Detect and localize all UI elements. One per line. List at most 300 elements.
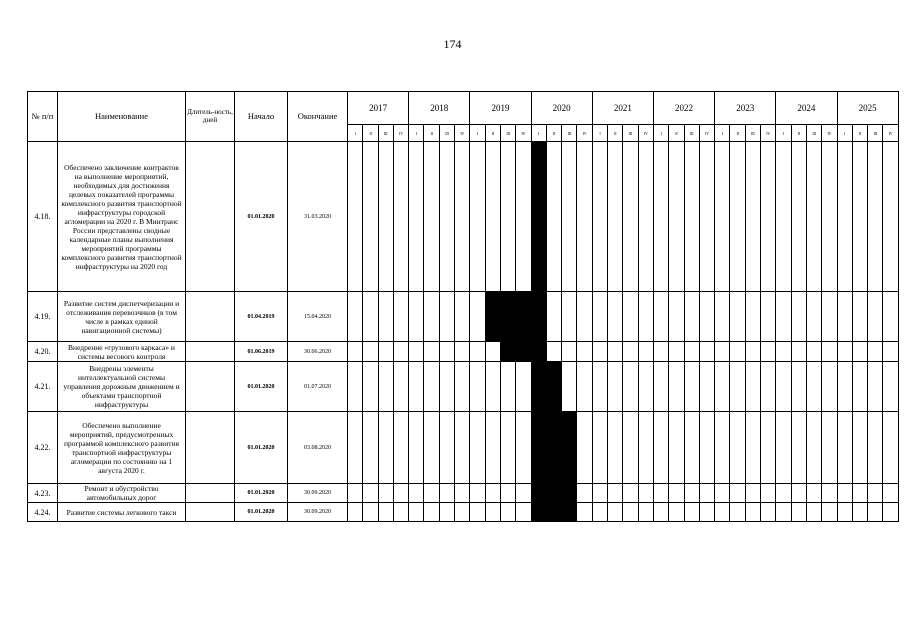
quarter-header: II: [485, 125, 500, 142]
quarter-header: II: [852, 125, 867, 142]
gantt-cell: [776, 484, 791, 503]
gantt-cell: [485, 362, 500, 412]
row-num: 4.22.: [28, 412, 58, 484]
gantt-cell: [868, 292, 883, 342]
gantt-cell: [363, 484, 378, 503]
gantt-cell: [424, 484, 439, 503]
row-name: Внедрены элементы интеллектуальной системы управления дорожным движением и объектами транспортной инфраструктуры: [58, 362, 186, 412]
gantt-cell: [852, 412, 867, 484]
quarter-header: II: [608, 125, 623, 142]
gantt-cell: [806, 362, 821, 412]
quarter-header: II: [424, 125, 439, 142]
quarter-header: II: [363, 125, 378, 142]
quarter-header: III: [745, 125, 760, 142]
gantt-cell: [424, 412, 439, 484]
row-name: Развитие системы легкового такси: [58, 503, 186, 522]
row-name: Внедрение «грузового каркаса» и системы весового контроля: [58, 342, 186, 362]
gantt-cell: [684, 362, 699, 412]
gantt-cell: [699, 142, 714, 292]
gantt-cell: [669, 362, 684, 412]
gantt-bar-cell: [562, 412, 577, 484]
gantt-cell: [761, 503, 776, 522]
gantt-cell: [776, 142, 791, 292]
quarter-header: II: [730, 125, 745, 142]
row-start: 01.01.2020: [235, 362, 288, 412]
gantt-cell: [470, 142, 485, 292]
gantt-cell: [409, 292, 424, 342]
gantt-cell: [837, 142, 852, 292]
quarter-header: IV: [516, 125, 531, 142]
quarter-header: III: [684, 125, 699, 142]
gantt-cell: [715, 484, 730, 503]
row-start: 01.01.2020: [235, 142, 288, 292]
gantt-cell: [684, 484, 699, 503]
quarter-header: IV: [699, 125, 714, 142]
gantt-cell: [822, 292, 837, 342]
quarter-header: III: [562, 125, 577, 142]
row-duration: [186, 142, 235, 292]
gantt-cell: [745, 484, 760, 503]
gantt-cell: [424, 342, 439, 362]
gantt-cell: [439, 412, 454, 484]
table-row: [28, 412, 899, 484]
gantt-cell: [439, 362, 454, 412]
gantt-cell: [348, 362, 363, 412]
gantt-cell: [409, 142, 424, 292]
gantt-cell: [791, 362, 806, 412]
gantt-cell: [638, 362, 653, 412]
row-end: 30.06.2020: [288, 342, 348, 362]
gantt-cell: [868, 412, 883, 484]
gantt-cell: [730, 412, 745, 484]
gantt-cell: [745, 342, 760, 362]
quarter-header: II: [791, 125, 806, 142]
header-name: Наименование: [58, 92, 186, 142]
year-header: 2019: [470, 92, 531, 125]
quarter-header: I: [715, 125, 730, 142]
row-duration: [186, 503, 235, 522]
gantt-cell: [500, 142, 515, 292]
gantt-cell: [822, 142, 837, 292]
gantt-cell: [516, 503, 531, 522]
gantt-cell: [806, 342, 821, 362]
gantt-cell: [592, 342, 607, 362]
gantt-cell: [378, 292, 393, 342]
gantt-cell: [776, 292, 791, 342]
gantt-cell: [669, 412, 684, 484]
gantt-table: [27, 91, 899, 522]
gantt-cell: [699, 503, 714, 522]
gantt-cell: [883, 503, 898, 522]
gantt-cell: [393, 142, 408, 292]
gantt-cell: [562, 362, 577, 412]
gantt-cell: [592, 412, 607, 484]
gantt-cell: [516, 362, 531, 412]
row-duration: [186, 362, 235, 412]
row-name: Обеспечено заключение контрактов на выполнение мероприятий, необходимых для достижения целевых показателей программы комплексного развития транспортной инфраструктуры городской агломерации на 2020 г. В Минтранс России представлены сводные календарные планы выполнения мероприятий программы комплексного развития транспортной инфраструктуры на 2020 год: [58, 142, 186, 292]
gantt-cell: [791, 342, 806, 362]
gantt-cell: [730, 503, 745, 522]
gantt-cell: [653, 362, 668, 412]
gantt-cell: [439, 503, 454, 522]
gantt-cell: [348, 412, 363, 484]
gantt-cell: [623, 503, 638, 522]
gantt-cell: [455, 142, 470, 292]
gantt-cell: [348, 484, 363, 503]
gantt-cell: [608, 412, 623, 484]
gantt-cell: [485, 412, 500, 484]
quarter-header: I: [653, 125, 668, 142]
gantt-cell: [806, 412, 821, 484]
gantt-cell: [485, 503, 500, 522]
year-header: 2024: [776, 92, 837, 125]
gantt-cell: [761, 292, 776, 342]
gantt-cell: [393, 484, 408, 503]
gantt-cell: [516, 142, 531, 292]
gantt-cell: [455, 412, 470, 484]
gantt-cell: [684, 342, 699, 362]
gantt-cell: [776, 362, 791, 412]
gantt-cell: [439, 484, 454, 503]
gantt-cell: [822, 503, 837, 522]
gantt-cell: [684, 292, 699, 342]
row-num: 4.23.: [28, 484, 58, 503]
gantt-bar-cell: [516, 292, 531, 342]
quarter-header: III: [378, 125, 393, 142]
gantt-cell: [822, 362, 837, 412]
gantt-cell: [699, 412, 714, 484]
gantt-bar-cell: [546, 484, 561, 503]
gantt-cell: [393, 342, 408, 362]
gantt-cell: [378, 142, 393, 292]
gantt-cell: [852, 292, 867, 342]
gantt-cell: [363, 342, 378, 362]
gantt-cell: [577, 342, 592, 362]
gantt-cell: [577, 292, 592, 342]
gantt-cell: [883, 142, 898, 292]
quarter-header: III: [439, 125, 454, 142]
gantt-cell: [852, 142, 867, 292]
gantt-cell: [608, 342, 623, 362]
gantt-cell: [348, 292, 363, 342]
gantt-cell: [669, 342, 684, 362]
gantt-cell: [424, 142, 439, 292]
row-start: 01.04.2019: [235, 292, 288, 342]
gantt-cell: [424, 292, 439, 342]
row-duration: [186, 484, 235, 503]
gantt-cell: [608, 503, 623, 522]
gantt-cell: [669, 484, 684, 503]
gantt-cell: [546, 142, 561, 292]
gantt-cell: [852, 362, 867, 412]
gantt-bar-cell: [546, 503, 561, 522]
row-end: 01.07.2020: [288, 362, 348, 412]
gantt-cell: [745, 412, 760, 484]
gantt-bar-cell: [531, 412, 546, 484]
header-num: № п/п: [28, 92, 58, 142]
gantt-cell: [837, 342, 852, 362]
gantt-cell: [378, 362, 393, 412]
quarter-header: III: [623, 125, 638, 142]
row-end: 03.08.2020: [288, 412, 348, 484]
gantt-cell: [470, 292, 485, 342]
gantt-cell: [348, 142, 363, 292]
gantt-cell: [883, 292, 898, 342]
gantt-bar-cell: [500, 342, 515, 362]
row-name: Обеспечено выполнение мероприятий, предусмотренных программой комплексного развития транспортной инфраструктуры агломерации по состоянию на 1 августа 2020 г.: [58, 412, 186, 484]
gantt-cell: [868, 503, 883, 522]
gantt-cell: [592, 292, 607, 342]
gantt-cell: [485, 484, 500, 503]
quarter-header: IV: [577, 125, 592, 142]
gantt-cell: [638, 484, 653, 503]
gantt-bar-cell: [516, 342, 531, 362]
row-num: 4.19.: [28, 292, 58, 342]
gantt-cell: [699, 342, 714, 362]
gantt-cell: [455, 362, 470, 412]
header-duration: Длитель-ность, дней: [186, 92, 235, 142]
gantt-cell: [699, 292, 714, 342]
gantt-cell: [363, 412, 378, 484]
gantt-cell: [822, 412, 837, 484]
gantt-cell: [424, 503, 439, 522]
gantt-cell: [439, 142, 454, 292]
gantt-cell: [500, 503, 515, 522]
year-header: 2025: [837, 92, 898, 125]
gantt-cell: [776, 503, 791, 522]
year-header: 2021: [592, 92, 653, 125]
gantt-cell: [730, 142, 745, 292]
gantt-cell: [745, 292, 760, 342]
gantt-cell: [378, 503, 393, 522]
gantt-cell: [761, 142, 776, 292]
gantt-cell: [761, 412, 776, 484]
row-duration: [186, 412, 235, 484]
gantt-cell: [715, 142, 730, 292]
gantt-bar-cell: [562, 484, 577, 503]
year-header: 2017: [348, 92, 409, 125]
gantt-bar-cell: [531, 142, 546, 292]
gantt-cell: [806, 142, 821, 292]
gantt-cell: [638, 342, 653, 362]
gantt-cell: [470, 484, 485, 503]
gantt-cell: [623, 292, 638, 342]
gantt-cell: [638, 292, 653, 342]
gantt-cell: [791, 142, 806, 292]
row-name: Ремонт и обустройство автомобильных дорог: [58, 484, 186, 503]
gantt-cell: [424, 362, 439, 412]
gantt-bar-cell: [531, 292, 546, 342]
gantt-bar-cell: [485, 292, 500, 342]
gantt-bar-cell: [562, 503, 577, 522]
gantt-cell: [684, 503, 699, 522]
gantt-cell: [393, 412, 408, 484]
gantt-cell: [699, 484, 714, 503]
row-duration: [186, 342, 235, 362]
table-row: [28, 503, 899, 522]
gantt-cell: [393, 503, 408, 522]
row-end: 30.09.2020: [288, 503, 348, 522]
row-start: 01.06.2019: [235, 342, 288, 362]
gantt-cell: [883, 412, 898, 484]
gantt-cell: [684, 142, 699, 292]
gantt-cell: [868, 342, 883, 362]
year-header: 2023: [715, 92, 776, 125]
quarter-header: III: [806, 125, 821, 142]
row-end: 30.09.2020: [288, 484, 348, 503]
gantt-cell: [348, 503, 363, 522]
quarter-header: I: [409, 125, 424, 142]
gantt-cell: [806, 292, 821, 342]
gantt-cell: [822, 342, 837, 362]
row-num: 4.21.: [28, 362, 58, 412]
gantt-cell: [791, 484, 806, 503]
header-end: Окончание: [288, 92, 348, 142]
gantt-cell: [562, 292, 577, 342]
gantt-cell: [852, 342, 867, 362]
quarter-header: II: [669, 125, 684, 142]
gantt-cell: [485, 142, 500, 292]
row-num: 4.18.: [28, 142, 58, 292]
gantt-cell: [745, 142, 760, 292]
gantt-cell: [868, 362, 883, 412]
gantt-cell: [623, 362, 638, 412]
gantt-cell: [409, 412, 424, 484]
gantt-cell: [577, 503, 592, 522]
quarter-header: I: [592, 125, 607, 142]
table-row: [28, 292, 899, 342]
gantt-cell: [470, 412, 485, 484]
row-name: Развитие систем диспетчеризации и отслеживания перевозчиков (в том числе в рамках единой навигационной системы): [58, 292, 186, 342]
gantt-cell: [363, 142, 378, 292]
gantt-cell: [577, 484, 592, 503]
gantt-cell: [608, 362, 623, 412]
gantt-cell: [715, 292, 730, 342]
gantt-cell: [546, 292, 561, 342]
row-num: 4.20.: [28, 342, 58, 362]
gantt-cell: [378, 342, 393, 362]
quarter-header: II: [546, 125, 561, 142]
gantt-cell: [837, 503, 852, 522]
gantt-cell: [868, 484, 883, 503]
gantt-cell: [516, 484, 531, 503]
table-row: [28, 342, 899, 362]
gantt-bar-cell: [546, 412, 561, 484]
page-number: 174: [443, 37, 462, 51]
gantt-cell: [393, 362, 408, 412]
row-num: 4.24.: [28, 503, 58, 522]
gantt-bar-cell: [531, 484, 546, 503]
gantt-cell: [791, 503, 806, 522]
gantt-cell: [715, 503, 730, 522]
gantt-cell: [608, 292, 623, 342]
gantt-cell: [653, 503, 668, 522]
table-row: [28, 362, 899, 412]
quarter-header: IV: [883, 125, 898, 142]
gantt-cell: [715, 342, 730, 362]
gantt-cell: [592, 142, 607, 292]
gantt-cell: [485, 342, 500, 362]
gantt-cell: [730, 292, 745, 342]
gantt-cell: [592, 362, 607, 412]
gantt-cell: [363, 362, 378, 412]
quarter-header: IV: [455, 125, 470, 142]
quarter-header: III: [500, 125, 515, 142]
gantt-bar-cell: [531, 362, 546, 412]
gantt-cell: [883, 342, 898, 362]
gantt-cell: [730, 342, 745, 362]
gantt-cell: [608, 142, 623, 292]
gantt-cell: [837, 292, 852, 342]
gantt-cell: [623, 412, 638, 484]
gantt-cell: [837, 412, 852, 484]
gantt-cell: [761, 362, 776, 412]
gantt-cell: [608, 484, 623, 503]
gantt-cell: [684, 412, 699, 484]
row-start: 01.01.2020: [235, 412, 288, 484]
gantt-bar-cell: [546, 362, 561, 412]
table-row: [28, 484, 899, 503]
gantt-cell: [653, 292, 668, 342]
gantt-cell: [592, 484, 607, 503]
gantt-cell: [500, 484, 515, 503]
gantt-cell: [378, 412, 393, 484]
gantt-cell: [669, 292, 684, 342]
gantt-cell: [715, 412, 730, 484]
gantt-cell: [439, 342, 454, 362]
gantt-cell: [699, 362, 714, 412]
gantt-cell: [562, 342, 577, 362]
gantt-cell: [409, 503, 424, 522]
gantt-cell: [883, 484, 898, 503]
row-end: 15.04.2020: [288, 292, 348, 342]
quarter-header: I: [348, 125, 363, 142]
gantt-cell: [577, 142, 592, 292]
gantt-bar-cell: [531, 342, 546, 362]
gantt-cell: [470, 362, 485, 412]
quarter-header: IV: [761, 125, 776, 142]
quarter-header: I: [531, 125, 546, 142]
gantt-cell: [455, 503, 470, 522]
gantt-cell: [730, 484, 745, 503]
gantt-cell: [837, 484, 852, 503]
gantt-cell: [806, 484, 821, 503]
gantt-cell: [592, 503, 607, 522]
gantt-cell: [730, 362, 745, 412]
year-header: 2020: [531, 92, 592, 125]
gantt-cell: [470, 503, 485, 522]
gantt-cell: [500, 412, 515, 484]
gantt-cell: [470, 342, 485, 362]
gantt-cell: [546, 342, 561, 362]
gantt-cell: [745, 503, 760, 522]
quarter-header: I: [470, 125, 485, 142]
gantt-cell: [623, 484, 638, 503]
gantt-cell: [409, 484, 424, 503]
gantt-cell: [348, 342, 363, 362]
gantt-cell: [638, 142, 653, 292]
row-start: 01.01.2020: [235, 484, 288, 503]
gantt-cell: [409, 342, 424, 362]
gantt-cell: [776, 412, 791, 484]
gantt-cell: [791, 292, 806, 342]
gantt-cell: [562, 142, 577, 292]
gantt-cell: [715, 362, 730, 412]
gantt-cell: [883, 362, 898, 412]
gantt-cell: [409, 362, 424, 412]
gantt-cell: [516, 412, 531, 484]
gantt-bar-cell: [531, 503, 546, 522]
